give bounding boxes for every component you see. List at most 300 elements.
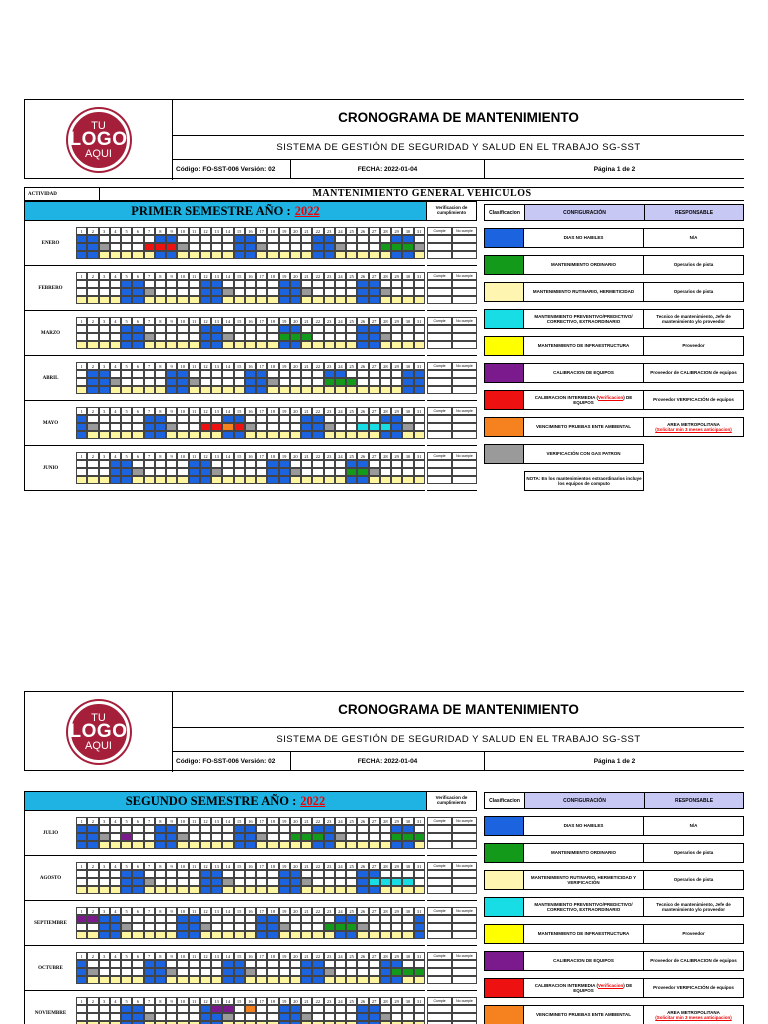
legend-head-responsible: RESPONSABLE — [645, 793, 743, 808]
schedule-cell — [121, 476, 132, 484]
schedule-cell — [76, 333, 87, 341]
verification-cell[interactable] — [427, 923, 452, 931]
schedule-cell — [76, 833, 87, 841]
verification-cell[interactable] — [452, 923, 477, 931]
schedule-cell — [166, 960, 177, 968]
schedule-cell — [312, 243, 323, 251]
schedule-cell — [324, 1013, 335, 1021]
verification-cell[interactable] — [452, 878, 477, 886]
schedule-cell — [267, 1005, 278, 1013]
verification-cell[interactable] — [427, 386, 452, 394]
schedule-cell — [245, 476, 256, 484]
schedule-cell — [369, 915, 380, 923]
schedule-cell — [402, 878, 413, 886]
verification-cell[interactable] — [427, 833, 452, 841]
schedule-cell — [234, 960, 245, 968]
verification-cell[interactable] — [427, 960, 452, 968]
schedule-cell — [87, 915, 98, 923]
schedule-cell — [290, 251, 301, 259]
schedule-cell — [357, 386, 368, 394]
schedule-cell — [335, 923, 346, 931]
schedule-cell — [200, 370, 211, 378]
logo-area — [25, 100, 173, 180]
verification-cell[interactable] — [427, 841, 452, 849]
verification-cell[interactable] — [452, 1005, 477, 1013]
day-number: 2 — [87, 317, 98, 325]
schedule-cell — [256, 833, 267, 841]
schedule-cell — [256, 243, 267, 251]
schedule-cell — [301, 460, 312, 468]
schedule-cell — [200, 386, 211, 394]
legend-swatch — [484, 978, 524, 998]
schedule-cell — [166, 825, 177, 833]
day-number: 12 — [200, 907, 211, 915]
schedule-cell — [279, 415, 290, 423]
verification-cell[interactable] — [427, 333, 452, 341]
verification-cell[interactable] — [427, 968, 452, 976]
day-number: 22 — [312, 997, 323, 1005]
schedule-cell — [301, 1005, 312, 1013]
schedule-cell — [414, 280, 425, 288]
verification-cell[interactable] — [427, 370, 452, 378]
day-number: 10 — [177, 272, 188, 280]
schedule-cell — [290, 415, 301, 423]
schedule-cell — [279, 833, 290, 841]
day-number: 27 — [369, 907, 380, 915]
schedule-cell — [391, 378, 402, 386]
verification-cell[interactable] — [452, 841, 477, 849]
day-number: 1 — [76, 452, 87, 460]
schedule-cell — [155, 923, 166, 931]
day-number: 16 — [245, 952, 256, 960]
verification-cells — [427, 401, 477, 446]
schedule-cell — [256, 931, 267, 939]
schedule-cell — [99, 886, 110, 894]
schedule-cell — [267, 370, 278, 378]
verification-cell[interactable] — [452, 325, 477, 333]
verification-cell[interactable] — [452, 251, 477, 259]
schedule-cell — [335, 915, 346, 923]
verification-cell[interactable] — [427, 325, 452, 333]
verification-cell[interactable] — [452, 976, 477, 984]
legend-responsible: Proveedor — [644, 924, 744, 944]
verification-cell[interactable] — [452, 968, 477, 976]
schedule-cell — [335, 325, 346, 333]
verification-cell[interactable] — [427, 415, 452, 423]
schedule-cell — [391, 296, 402, 304]
schedule-cell — [76, 341, 87, 349]
schedule-cell — [391, 333, 402, 341]
day-number: 27 — [369, 362, 380, 370]
schedule-cell — [76, 325, 87, 333]
schedule-cell — [166, 423, 177, 431]
day-number: 25 — [346, 317, 357, 325]
day-number: 1 — [76, 227, 87, 235]
schedule-cell — [267, 931, 278, 939]
verification-cell[interactable] — [427, 243, 452, 251]
schedule-cell — [177, 280, 188, 288]
verification-cell[interactable] — [427, 886, 452, 894]
day-number: 28 — [380, 407, 391, 415]
verification-cell[interactable] — [452, 386, 477, 394]
schedule-cell — [380, 886, 391, 894]
schedule-cell — [132, 386, 143, 394]
schedule-cell — [189, 976, 200, 984]
day-number: 13 — [211, 952, 222, 960]
schedule-cell — [222, 476, 233, 484]
schedule-cell — [166, 968, 177, 976]
verification-label: No cumple — [452, 227, 477, 235]
schedule-cell — [357, 931, 368, 939]
schedule-cell — [144, 960, 155, 968]
verification-cell[interactable] — [427, 976, 452, 984]
schedule-cell — [200, 915, 211, 923]
verification-cell[interactable] — [452, 886, 477, 894]
verification-cell[interactable] — [427, 431, 452, 439]
verification-cell[interactable] — [427, 378, 452, 386]
legend-config: MANTENIMIENTO RUTINARIO, HERMETICIDAD Y VERIFICACIÓN — [524, 870, 644, 890]
legend-row — [484, 228, 744, 248]
schedule-cell — [357, 923, 368, 931]
verification-cell[interactable] — [452, 915, 477, 923]
day-number: 5 — [121, 952, 132, 960]
schedule-cell — [189, 878, 200, 886]
company-logo — [68, 701, 130, 763]
schedule-cell — [177, 415, 188, 423]
verification-cell[interactable] — [452, 280, 477, 288]
day-number: 3 — [99, 407, 110, 415]
schedule-cell — [414, 235, 425, 243]
schedule-cell — [369, 431, 380, 439]
schedule-cell — [346, 1005, 357, 1013]
schedule-cell — [369, 870, 380, 878]
day-number: 2 — [87, 952, 98, 960]
verification-cell[interactable] — [452, 341, 477, 349]
schedule-cell — [121, 251, 132, 259]
day-number: 23 — [324, 952, 335, 960]
day-number: 5 — [121, 862, 132, 870]
legend-responsible — [644, 417, 744, 437]
verification-cell[interactable] — [452, 370, 477, 378]
legend-header — [484, 792, 744, 809]
document-subtitle: SISTEMA DE GESTIÓN DE SEGURIDAD Y SALUD EN EL TRABAJO SG-SST — [173, 728, 744, 752]
verification-cell[interactable] — [452, 288, 477, 296]
legend-responsible: Tecnico de mantenimiento, Jefe de mantenimiento y/o proveedor — [644, 897, 744, 917]
schedule-cell — [144, 251, 155, 259]
schedule-cell — [335, 370, 346, 378]
schedule-cell — [256, 976, 267, 984]
schedule-cell — [189, 341, 200, 349]
schedule-cell — [245, 251, 256, 259]
day-number: 5 — [121, 317, 132, 325]
schedule-cell — [245, 325, 256, 333]
schedule-cell — [211, 251, 222, 259]
schedule-cell — [245, 833, 256, 841]
schedule-cell — [279, 431, 290, 439]
schedule-cell — [380, 431, 391, 439]
schedule-cell — [189, 923, 200, 931]
schedule-cell — [222, 325, 233, 333]
verification-cell[interactable] — [452, 235, 477, 243]
schedule-cell — [166, 325, 177, 333]
day-number: 28 — [380, 862, 391, 870]
verification-cell[interactable] — [452, 296, 477, 304]
schedule-cell — [301, 423, 312, 431]
verification-cell[interactable] — [427, 870, 452, 878]
verification-cell[interactable] — [427, 468, 452, 476]
verification-cell[interactable] — [427, 280, 452, 288]
day-number: 6 — [132, 272, 143, 280]
day-number: 10 — [177, 862, 188, 870]
legend-swatch — [484, 282, 524, 302]
schedule-cell — [290, 386, 301, 394]
schedule-cell — [279, 915, 290, 923]
day-number: 30 — [402, 407, 413, 415]
verification-cell[interactable] — [452, 423, 477, 431]
verification-cell[interactable] — [452, 243, 477, 251]
legend-swatch — [484, 924, 524, 944]
schedule-cell — [402, 468, 413, 476]
schedule-cell — [380, 923, 391, 931]
day-number: 17 — [256, 952, 267, 960]
schedule-cell — [132, 976, 143, 984]
verification-cell[interactable] — [452, 960, 477, 968]
day-number: 15 — [234, 407, 245, 415]
schedule-cell — [256, 1005, 267, 1013]
schedule-cell — [312, 378, 323, 386]
schedule-cell — [121, 960, 132, 968]
verification-cell[interactable] — [427, 235, 452, 243]
legend-config: VENCIMINETO PRUEBAS ENTE AMBIENTAL — [524, 417, 644, 437]
schedule-cell — [402, 280, 413, 288]
verification-cell[interactable] — [427, 288, 452, 296]
schedule-cell — [189, 251, 200, 259]
verification-cell[interactable] — [427, 1013, 452, 1021]
schedule-cell — [414, 333, 425, 341]
schedule-cell — [234, 370, 245, 378]
verification-cell[interactable] — [452, 460, 477, 468]
verification-cell[interactable] — [452, 1013, 477, 1021]
day-number: 30 — [402, 272, 413, 280]
verification-cell[interactable] — [452, 825, 477, 833]
day-number: 13 — [211, 227, 222, 235]
schedule-cell — [189, 235, 200, 243]
day-number: 4 — [110, 452, 121, 460]
schedule-cell — [380, 288, 391, 296]
schedule-cell — [99, 243, 110, 251]
schedule-cell — [256, 923, 267, 931]
day-number: 29 — [391, 817, 402, 825]
schedule-cell — [346, 1013, 357, 1021]
schedule-cell — [256, 423, 267, 431]
schedule-cell — [144, 841, 155, 849]
day-number: 23 — [324, 997, 335, 1005]
verification-cell[interactable] — [427, 476, 452, 484]
semester-label: SEGUNDO SEMESTRE AÑO : — [125, 793, 297, 808]
schedule-cell — [301, 325, 312, 333]
day-number: 8 — [155, 272, 166, 280]
schedule-cell — [99, 468, 110, 476]
schedule-cell — [391, 386, 402, 394]
schedule-cell — [324, 341, 335, 349]
schedule-cell — [369, 878, 380, 886]
verification-label: No cumple — [452, 997, 477, 1005]
schedule-cell — [121, 333, 132, 341]
schedule-cell — [200, 325, 211, 333]
schedule-cell — [211, 1005, 222, 1013]
verification-cell[interactable] — [452, 833, 477, 841]
schedule-cell — [234, 1005, 245, 1013]
schedule-cell — [144, 915, 155, 923]
document-title: CRONOGRAMA DE MANTENIMIENTO — [173, 692, 744, 728]
schedule-cell — [211, 280, 222, 288]
schedule-cell — [369, 1013, 380, 1021]
day-number: 5 — [121, 817, 132, 825]
month-label: JULIO — [24, 811, 76, 856]
schedule-cell — [76, 243, 87, 251]
month-label: JUNIO — [24, 446, 76, 491]
schedule-cell — [245, 923, 256, 931]
verification-cell[interactable] — [452, 378, 477, 386]
schedule-cell — [380, 386, 391, 394]
verification-cell[interactable] — [452, 333, 477, 341]
schedule-cell — [110, 960, 121, 968]
schedule-cell — [267, 960, 278, 968]
legend-head-config: CONFIGURACIÓN — [525, 205, 645, 220]
schedule-cell — [121, 243, 132, 251]
legend-row — [484, 1005, 744, 1024]
schedule-cell — [290, 460, 301, 468]
page-1 — [24, 99, 744, 491]
verification-cell[interactable] — [427, 931, 452, 939]
schedule-cell — [166, 468, 177, 476]
day-number: 21 — [301, 407, 312, 415]
schedule-cell — [166, 1005, 177, 1013]
schedule-cell — [200, 870, 211, 878]
verification-cell[interactable] — [452, 931, 477, 939]
day-number: 8 — [155, 362, 166, 370]
schedule-cell — [301, 235, 312, 243]
schedule-cell — [155, 341, 166, 349]
verification-cell[interactable] — [452, 431, 477, 439]
schedule-cell — [324, 476, 335, 484]
schedule-cell — [256, 333, 267, 341]
schedule-cell — [99, 1005, 110, 1013]
schedule-cell — [99, 251, 110, 259]
verification-cell[interactable] — [452, 415, 477, 423]
day-number: 5 — [121, 452, 132, 460]
schedule-cell — [87, 476, 98, 484]
schedule-cell — [76, 386, 87, 394]
schedule-cell — [380, 841, 391, 849]
schedule-cell — [369, 280, 380, 288]
schedule-cell — [369, 370, 380, 378]
schedule-cell — [87, 431, 98, 439]
day-number: 5 — [121, 272, 132, 280]
day-number: 12 — [200, 272, 211, 280]
day-number: 27 — [369, 452, 380, 460]
day-number: 14 — [222, 317, 233, 325]
verification-cell[interactable] — [427, 423, 452, 431]
schedule-cell — [144, 386, 155, 394]
schedule-cell — [222, 968, 233, 976]
schedule-cell — [369, 931, 380, 939]
schedule-cell — [132, 878, 143, 886]
schedule-cell — [132, 341, 143, 349]
schedule-cell — [346, 923, 357, 931]
verification-cell[interactable] — [427, 878, 452, 886]
day-number: 8 — [155, 997, 166, 1005]
verification-cell[interactable] — [427, 915, 452, 923]
schedule-cell — [301, 931, 312, 939]
verification-cell[interactable] — [427, 460, 452, 468]
verification-cell[interactable] — [452, 476, 477, 484]
schedule-cell — [177, 976, 188, 984]
schedule-cell — [177, 841, 188, 849]
schedule-cell — [380, 1013, 391, 1021]
schedule-cell — [177, 235, 188, 243]
schedule-cell — [290, 960, 301, 968]
schedule-cell — [290, 333, 301, 341]
verification-cell[interactable] — [452, 870, 477, 878]
schedule-cell — [76, 870, 87, 878]
day-number: 8 — [155, 907, 166, 915]
schedule-cell — [200, 460, 211, 468]
schedule-cell — [234, 251, 245, 259]
verification-cell[interactable] — [427, 825, 452, 833]
schedule-cell — [110, 243, 121, 251]
schedule-cell — [76, 915, 87, 923]
schedule-cell — [267, 968, 278, 976]
schedule-cell — [155, 235, 166, 243]
schedule-cell — [177, 325, 188, 333]
schedule-cell — [301, 833, 312, 841]
verification-cell[interactable] — [427, 296, 452, 304]
schedule-cell — [346, 296, 357, 304]
verification-cell[interactable] — [427, 341, 452, 349]
schedule-cell — [144, 415, 155, 423]
schedule-cell — [166, 378, 177, 386]
schedule-cell — [346, 341, 357, 349]
day-number: 31 — [414, 317, 425, 325]
day-number: 7 — [144, 317, 155, 325]
schedule-cell — [245, 386, 256, 394]
schedule-cell — [335, 243, 346, 251]
document-date: FECHA: 2022-01-04 — [291, 752, 485, 771]
schedule-cell — [391, 460, 402, 468]
schedule-cell — [267, 878, 278, 886]
legend-row — [484, 444, 744, 464]
schedule-cell — [402, 235, 413, 243]
schedule-cell — [76, 1013, 87, 1021]
schedule-cell — [357, 325, 368, 333]
verification-cell[interactable] — [427, 1005, 452, 1013]
schedule-cell — [222, 976, 233, 984]
schedule-cell — [144, 296, 155, 304]
day-number: 4 — [110, 997, 121, 1005]
day-number: 10 — [177, 407, 188, 415]
schedule-cell — [380, 378, 391, 386]
day-number: 1 — [76, 862, 87, 870]
schedule-cell — [87, 288, 98, 296]
verification-cell[interactable] — [427, 251, 452, 259]
day-number: 29 — [391, 317, 402, 325]
verification-cell[interactable] — [452, 468, 477, 476]
schedule-cell — [87, 960, 98, 968]
semester-year: 2022 — [294, 203, 320, 218]
schedule-cell — [369, 251, 380, 259]
schedule-cell — [166, 841, 177, 849]
